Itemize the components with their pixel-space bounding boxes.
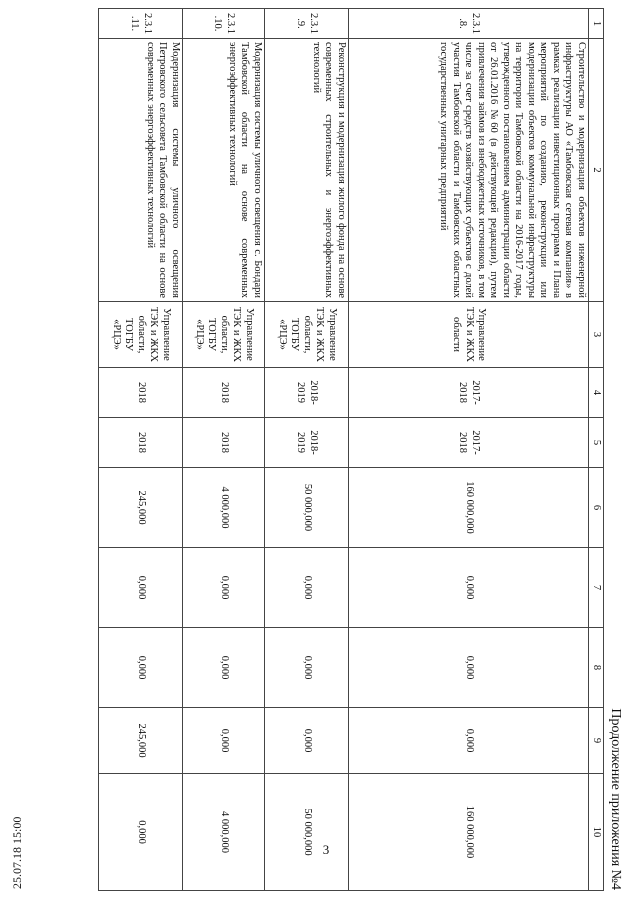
row-name: Модернизация системы уличного освещения Петровского сельсовета Тамбовской области на основе современных энергоэффективных технологий [99,39,183,302]
row-col9: 245,000 [99,708,183,774]
col-header: 7 [589,548,604,628]
row-col9: 0,000 [183,708,265,774]
footer [8,689,26,889]
row-col6: 245,000 [99,468,183,548]
page-number: 3 [322,842,330,857]
row-name: Реконструкция и модернизация жилого фонда на основе современных строительных и энергоэффективных технологий [265,39,349,302]
continuation-label: Продолжение приложения №4 [608,708,623,890]
row-col9: 0,000 [349,708,589,774]
row-col10: 160 000,000 [349,774,589,891]
row-col7: 0,000 [265,548,349,628]
col-header: 3 [589,302,604,368]
table-row [183,9,265,891]
row-executor: Управление ТЭК и ЖКХ области, ТОГБУ «РЦЭ» [265,302,349,368]
data-table [98,8,604,891]
col-header: 10 [589,774,604,891]
row-col10: 4 000,000 [183,774,265,891]
row-end: 2017-2018 [349,418,589,468]
footer-timestamp: 25.07.18 15:00 [10,816,24,889]
row-col6: 160 000,000 [349,468,589,548]
col-header: 4 [589,368,604,418]
row-start: 2018 [183,368,265,418]
table-row [99,9,183,891]
row-col6: 50 000,000 [265,468,349,548]
rotated-page [59,8,624,890]
row-col10: 50 000,000 [265,774,349,891]
col-header: 8 [589,628,604,708]
col-header: 5 [589,418,604,468]
row-code: 2.3.1.9. [265,9,349,39]
row-start: 2018-2019 [265,368,349,418]
col-header: 1 [589,9,604,39]
row-executor: Управление ТЭК и ЖКХ области, ТОГБУ «РЦЭ» [183,302,265,368]
row-start: 2018 [99,368,183,418]
row-col10: 0,000 [99,774,183,891]
row-name: Строительство и модернизация объектов инженерной инфраструктуры АО «Тамбовская сетевая компания» в рамках реализации инвестиционных программ и Плана мероприятий по созданию, реконструкции или модернизации объектов коммунальной инфраструктуры на территории Тамбовской области на 2016-2017 годы, утвержденного постановлением администрации области от 26.01.2016 №60 (в действующей редакции), путем привлечения займов из внебюджетных источников, в том числе за счет средств хозяйствующих субъектов с долей участия Тамбовской области и Тамбовских областных государственных унитарных предприятий [349,39,589,302]
row-col8: 0,000 [183,628,265,708]
row-col6: 4 000,000 [183,468,265,548]
col-header: 9 [589,708,604,774]
row-col7: 0,000 [183,548,265,628]
row-code: 2.3.1.10. [183,9,265,39]
table-row [265,9,349,891]
row-col8: 0,000 [265,628,349,708]
row-col9: 0,000 [265,708,349,774]
row-end: 2018-2019 [265,418,349,468]
row-start: 2017-2018 [349,368,589,418]
row-executor: Управление ТЭК и ЖКХ области, ТОГБУ «РЦЭ» [99,302,183,368]
row-executor: Управление ТЭК и ЖКХ области [349,302,589,368]
col-header: 6 [589,468,604,548]
row-end: 2018 [183,418,265,468]
header-row [589,9,604,891]
row-col8: 0,000 [349,628,589,708]
table-row [349,9,589,891]
row-col7: 0,000 [99,548,183,628]
row-code: 2.3.1.8. [349,9,589,39]
row-code: 2.3.1.11. [99,9,183,39]
row-end: 2018 [99,418,183,468]
row-name: Модернизация системы уличного освещения с. Бондари Тамбовской области на основе современных энергоэффективных технологий [183,39,265,302]
row-col7: 0,000 [349,548,589,628]
col-header: 2 [589,39,604,302]
row-col8: 0,000 [99,628,183,708]
